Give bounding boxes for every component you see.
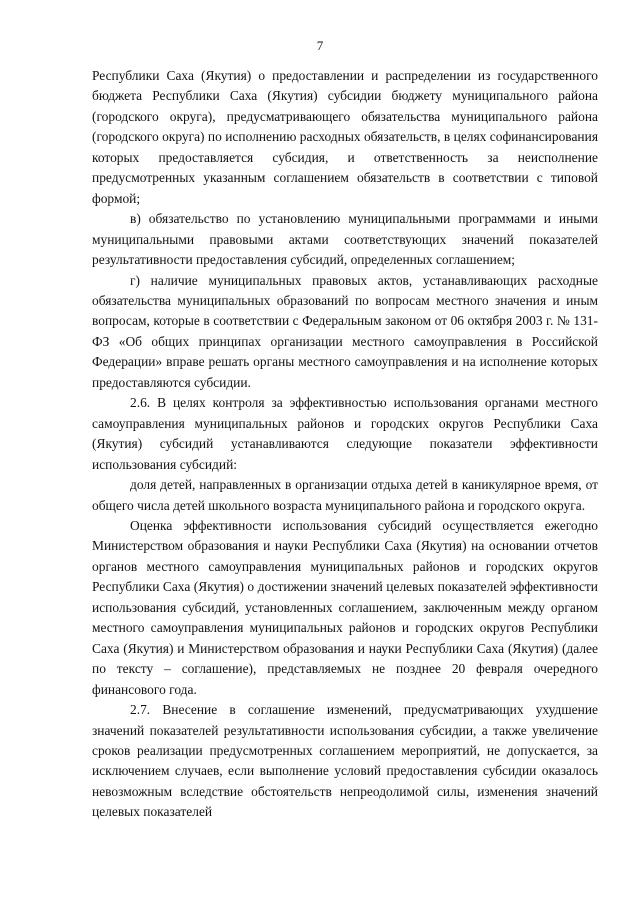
paragraph-2-7: 2.7. Внесение в соглашение изменений, предусматривающих ухудшение значений показателей результативности использования субсидии, а также увеличение сроков реализации предусмотренных соглашением мероприятий, не допускается, за исключением случаев, если выполнение условий предоставления субсидии оказалось невозможным вследствие обстоятельств непреодолимой силы, изменения значений целевых показателей	[92, 702, 598, 820]
paragraph-evaluation: Оценка эффективности использования субсидий осуществляется ежегодно Министерством образования и науки Республики Саха (Якутия) на основании отчетов органов местного самоуправления муниципальных районов и городских округов Республики Саха (Якутия) о достижении значений целевых показателей эффективности использования субсидий, установленных соглашением, заключенным между органом местного самоуправления муниципальных районов и городских округов Республики Саха (Якутия) и Министерством образования и науки Республики Саха (Якутия) (далее по тексту – соглашение), представляемых не позднее 20 февраля очередного финансового года.	[92, 517, 598, 697]
paragraph-item-v: в) обязательство по установлению муниципальными программами и иными муниципальными правовыми актами соответствующих значений показателей результативности предоставления субсидий, определенных соглашением;	[92, 211, 598, 268]
paragraph-2-6: 2.6. В целях контроля за эффективностью использования органами местного самоуправления муниципальных районов и городских округов Республики Саха (Якутия) субсидий устанавливаются следующие показатели эффективности использования субсидий:	[92, 395, 598, 472]
paragraph-continuation: Республики Саха (Якутия) о предоставлении и распределении из государственного бюджета Республики Саха (Якутия) субсидии бюджету муниципального района (городского округа), предусматривающего обязательства муниципального района (городского округа) по исполнению расходных обязательств, в целях софинансирования которых предоставляется субсидия, и ответственность за неисполнение предусмотренных указанным соглашением обязательств в соответствии с типовой формой;	[92, 68, 598, 206]
paragraph-item-g: г) наличие муниципальных правовых актов, устанавливающих расходные обязательства муниципальных образований по вопросам местного значения и иным вопросам, которые в соответствии с Федеральным законом от 06 октября 2003 г. № 131-ФЗ «Об общих принципах организации местного самоуправления в Российской Федерации» вправе решать органы местного самоуправления и на исполнение которых предоставляются субсидии.	[92, 272, 598, 390]
body-text	[92, 66, 598, 823]
paragraph-indicator: доля детей, направленных в организации отдыха детей в каникулярное время, от общего числа детей школьного возраста муниципального района и городского округа.	[92, 477, 598, 513]
page-number: 7	[316, 38, 324, 53]
